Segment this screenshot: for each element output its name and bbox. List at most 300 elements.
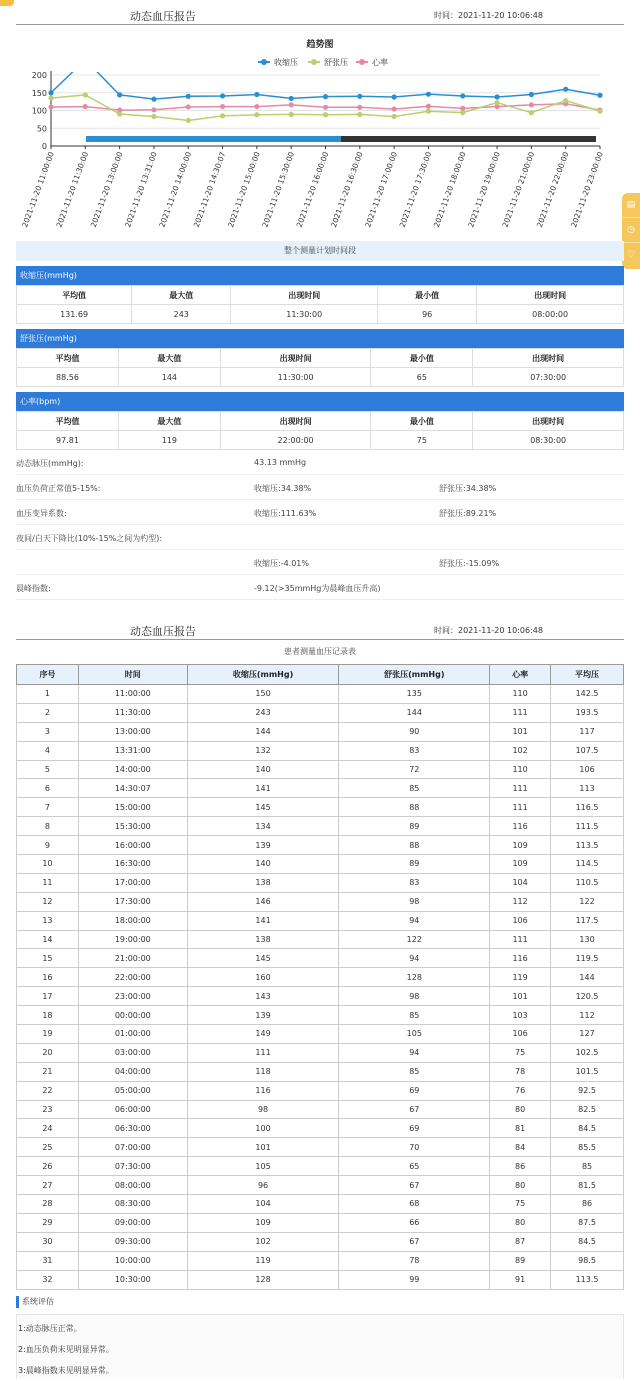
evaluation-box xyxy=(16,1314,624,1379)
data-point xyxy=(529,110,534,115)
cell-time: 11:30:00 xyxy=(78,703,187,722)
cell-diastolic: 98 xyxy=(339,987,490,1006)
cell-mean-pressure: 85.5 xyxy=(551,1138,624,1157)
cell-heart-rate: 84 xyxy=(490,1138,551,1157)
header-heart-rate: 心率 xyxy=(490,665,551,685)
data-point xyxy=(357,112,362,117)
table-row xyxy=(17,1043,624,1062)
cell-heart-rate: 101 xyxy=(490,987,551,1006)
trend-chart xyxy=(0,30,640,242)
x-tick-label: 2021-11-20 13:31:00 xyxy=(123,150,159,229)
x-tick-label: 2021-11-20 21:00:00 xyxy=(500,150,537,229)
cell-index: 3 xyxy=(17,722,79,741)
cell-systolic: 141 xyxy=(187,911,339,930)
cell-time: 13:31:00 xyxy=(78,741,187,760)
table-row xyxy=(17,798,624,817)
value-max-time: 11:30:00 xyxy=(231,305,378,324)
clock-icon[interactable]: ◷ xyxy=(622,218,640,243)
cell-time: 15:30:00 xyxy=(78,817,187,836)
cell-heart-rate: 106 xyxy=(490,1025,551,1044)
cell-time: 09:00:00 xyxy=(78,1213,187,1232)
legend-marker xyxy=(311,59,317,65)
header-time: 时间 xyxy=(78,665,187,685)
info-value-systolic: 收缩压:34.38% xyxy=(254,484,312,493)
cell-index: 12 xyxy=(17,892,79,911)
cell-heart-rate: 91 xyxy=(490,1270,551,1289)
data-point xyxy=(254,112,259,117)
cell-mean-pressure: 142.5 xyxy=(551,685,624,704)
records-table xyxy=(16,664,624,1290)
header-max: 最大值 xyxy=(118,412,220,431)
cell-heart-rate: 110 xyxy=(490,760,551,779)
cell-index: 22 xyxy=(17,1081,79,1100)
info-label: 夜间/白天下降比(10%-15%之间为杓型): xyxy=(16,534,163,543)
table-row xyxy=(17,1232,624,1251)
cell-heart-rate: 76 xyxy=(490,1081,551,1100)
table-row xyxy=(17,1100,624,1119)
cell-time: 08:30:00 xyxy=(78,1195,187,1214)
heart-icon[interactable]: ♡ xyxy=(626,250,636,260)
cell-mean-pressure: 86 xyxy=(551,1195,624,1214)
stats-table xyxy=(16,285,624,324)
cell-diastolic: 144 xyxy=(339,703,490,722)
cell-mean-pressure: 120.5 xyxy=(551,987,624,1006)
cell-diastolic: 88 xyxy=(339,836,490,855)
cell-heart-rate: 101 xyxy=(490,722,551,741)
table-row xyxy=(17,930,624,949)
cell-time: 00:00:00 xyxy=(78,1006,187,1025)
data-point xyxy=(597,109,602,114)
cell-index: 8 xyxy=(17,817,79,836)
cell-time: 19:00:00 xyxy=(78,930,187,949)
data-point xyxy=(392,114,397,119)
cell-heart-rate: 112 xyxy=(490,892,551,911)
cell-systolic: 128 xyxy=(187,1270,339,1289)
table-row xyxy=(17,855,624,874)
table-row xyxy=(17,1157,624,1176)
info-dip-values xyxy=(16,550,624,575)
legend-label: 收缩压 xyxy=(274,58,298,67)
data-point xyxy=(48,104,53,109)
cell-index: 30 xyxy=(17,1232,79,1251)
cell-index: 17 xyxy=(17,987,79,1006)
cell-time: 13:00:00 xyxy=(78,722,187,741)
section-title: 舒张压(mmHg) xyxy=(16,329,624,348)
data-point xyxy=(254,92,259,97)
cell-heart-rate: 103 xyxy=(490,1006,551,1025)
cell-time: 04:00:00 xyxy=(78,1062,187,1081)
cell-time: 08:00:00 xyxy=(78,1176,187,1195)
header-time: 出现时间 xyxy=(231,286,378,305)
y-tick-label: 50 xyxy=(36,124,47,134)
cell-heart-rate: 87 xyxy=(490,1232,551,1251)
cell-diastolic: 85 xyxy=(339,1006,490,1025)
cell-systolic: 109 xyxy=(187,1213,339,1232)
cell-mean-pressure: 110.5 xyxy=(551,873,624,892)
cell-heart-rate: 86 xyxy=(490,1157,551,1176)
cell-heart-rate: 81 xyxy=(490,1119,551,1138)
data-point xyxy=(151,107,156,112)
data-point xyxy=(323,105,328,110)
cell-systolic: 134 xyxy=(187,817,339,836)
value-max: 243 xyxy=(132,305,231,324)
table-row xyxy=(17,1270,624,1289)
table-row xyxy=(17,892,624,911)
x-tick-label: 2021-11-20 19:00:00 xyxy=(466,150,502,229)
data-point xyxy=(460,93,465,98)
cell-heart-rate: 116 xyxy=(490,949,551,968)
cell-index: 29 xyxy=(17,1213,79,1232)
cell-mean-pressure: 112 xyxy=(551,1006,624,1025)
cell-index: 20 xyxy=(17,1043,79,1062)
cell-heart-rate: 109 xyxy=(490,836,551,855)
table-row xyxy=(17,836,624,855)
x-tick-label: 2021-11-20 13:00:00 xyxy=(88,150,125,229)
header-time: 出现时间 xyxy=(477,286,624,305)
cell-time: 05:00:00 xyxy=(78,1081,187,1100)
x-tick-label: 2021-11-20 15:30:00 xyxy=(260,150,297,229)
cell-time: 17:00:00 xyxy=(78,873,187,892)
header-time: 出现时间 xyxy=(473,412,624,431)
cell-diastolic: 128 xyxy=(339,968,490,987)
cell-systolic: 118 xyxy=(187,1062,339,1081)
cell-heart-rate: 111 xyxy=(490,798,551,817)
chart-title: 趋势图 xyxy=(306,40,334,50)
table-row xyxy=(17,685,624,704)
value-min: 96 xyxy=(378,305,477,324)
legend-marker xyxy=(261,59,267,65)
cell-diastolic: 67 xyxy=(339,1176,490,1195)
value-min-time: 07:30:00 xyxy=(473,368,624,387)
info-value-diastolic: 舒张压:-15.09% xyxy=(439,559,500,568)
cell-index: 23 xyxy=(17,1100,79,1119)
cell-index: 15 xyxy=(17,949,79,968)
report-header-page-2 xyxy=(16,618,624,640)
corner-tab xyxy=(0,0,14,6)
cell-diastolic: 90 xyxy=(339,722,490,741)
evaluation-item: 1:动态脉压正常。 xyxy=(18,1324,82,1333)
cell-mean-pressure: 113.5 xyxy=(551,1270,624,1289)
cell-time: 18:00:00 xyxy=(78,911,187,930)
cell-index: 24 xyxy=(17,1119,79,1138)
data-point xyxy=(83,57,88,62)
cell-systolic: 140 xyxy=(187,855,339,874)
data-point xyxy=(323,112,328,117)
data-point xyxy=(357,105,362,110)
cell-systolic: 119 xyxy=(187,1251,339,1270)
cell-index: 19 xyxy=(17,1025,79,1044)
info-label: 动态脉压(mmHg): xyxy=(16,459,84,468)
stats-table xyxy=(16,348,624,387)
value-avg: 88.56 xyxy=(17,368,119,387)
cell-systolic: 100 xyxy=(187,1119,339,1138)
table-row xyxy=(17,1251,624,1270)
x-tick-label: 2021-11-20 15:00:00 xyxy=(226,150,262,229)
header-avg: 平均值 xyxy=(17,349,119,368)
data-point xyxy=(494,94,499,99)
header-min: 最小值 xyxy=(378,286,477,305)
x-tick-label: 2021-11-20 11:00:00 xyxy=(20,150,56,229)
info-value-systolic: 收缩压:-4.01% xyxy=(254,559,309,568)
data-point xyxy=(494,100,499,105)
table-row xyxy=(17,1006,624,1025)
cell-diastolic: 83 xyxy=(339,741,490,760)
data-point xyxy=(426,104,431,109)
cell-time: 10:30:00 xyxy=(78,1270,187,1289)
cell-time: 16:00:00 xyxy=(78,836,187,855)
x-tick-label: 2021-11-20 18:00:00 xyxy=(431,150,468,229)
cell-time: 21:00:00 xyxy=(78,949,187,968)
cell-index: 11 xyxy=(17,873,79,892)
cell-mean-pressure: 106 xyxy=(551,760,624,779)
cell-heart-rate: 116 xyxy=(490,817,551,836)
cell-systolic: 111 xyxy=(187,1043,339,1062)
cell-time: 17:30:00 xyxy=(78,892,187,911)
info-label: 晨峰指数: xyxy=(16,584,51,593)
report-header xyxy=(16,3,624,25)
cell-mean-pressure: 193.5 xyxy=(551,703,624,722)
data-point xyxy=(151,97,156,102)
info-value-diastolic: 舒张压:34.38% xyxy=(439,484,497,493)
section-diastolic xyxy=(16,329,624,387)
header-systolic: 收缩压(mmHg) xyxy=(187,665,339,685)
cell-index: 25 xyxy=(17,1138,79,1157)
cell-index: 31 xyxy=(17,1251,79,1270)
cell-mean-pressure: 92.5 xyxy=(551,1081,624,1100)
cell-systolic: 96 xyxy=(187,1176,339,1195)
cell-index: 4 xyxy=(17,741,79,760)
cell-systolic: 143 xyxy=(187,987,339,1006)
info-morning-surge xyxy=(16,575,624,600)
cell-index: 21 xyxy=(17,1062,79,1081)
cell-diastolic: 98 xyxy=(339,892,490,911)
cell-systolic: 243 xyxy=(187,703,339,722)
cell-time: 22:00:00 xyxy=(78,968,187,987)
cell-heart-rate: 111 xyxy=(490,779,551,798)
x-tick-label: 2021-11-20 17:30:00 xyxy=(397,150,434,229)
zoom-slider-fill xyxy=(86,136,341,142)
stats-table xyxy=(16,411,624,450)
cell-index: 16 xyxy=(17,968,79,987)
cell-systolic: 144 xyxy=(187,722,339,741)
cell-systolic: 146 xyxy=(187,892,339,911)
x-tick-label: 2021-11-20 14:30:07 xyxy=(191,150,228,229)
table-row xyxy=(17,968,624,987)
cell-time: 14:00:00 xyxy=(78,760,187,779)
cell-heart-rate: 78 xyxy=(490,1062,551,1081)
cell-index: 28 xyxy=(17,1195,79,1214)
data-point xyxy=(186,118,191,123)
data-point xyxy=(289,102,294,107)
header-time: 出现时间 xyxy=(220,412,371,431)
data-point xyxy=(392,106,397,111)
cell-index: 10 xyxy=(17,855,79,874)
cell-mean-pressure: 122 xyxy=(551,892,624,911)
cell-systolic: 150 xyxy=(187,685,339,704)
legend-marker xyxy=(359,59,365,65)
data-point xyxy=(426,92,431,97)
table-row xyxy=(17,760,624,779)
cell-heart-rate: 119 xyxy=(490,968,551,987)
evaluation-item: 2:血压负荷未见明显异常。 xyxy=(18,1345,114,1354)
cell-time: 03:00:00 xyxy=(78,1043,187,1062)
cell-mean-pressure: 84.5 xyxy=(551,1119,624,1138)
y-tick-label: 0 xyxy=(41,142,47,151)
cell-index: 2 xyxy=(17,703,79,722)
cell-mean-pressure: 144 xyxy=(551,968,624,987)
cell-mean-pressure: 127 xyxy=(551,1025,624,1044)
cell-diastolic: 89 xyxy=(339,817,490,836)
info-value: -9.12(>35mmHg为晨峰血压升高) xyxy=(254,584,381,593)
info-bp-load xyxy=(16,475,624,500)
header-index: 序号 xyxy=(17,665,79,685)
cell-diastolic: 122 xyxy=(339,930,490,949)
cell-diastolic: 65 xyxy=(339,1157,490,1176)
cell-index: 26 xyxy=(17,1157,79,1176)
cell-systolic: 141 xyxy=(187,779,339,798)
cell-time: 06:30:00 xyxy=(78,1119,187,1138)
cell-mean-pressure: 117 xyxy=(551,722,624,741)
value-min-time: 08:30:00 xyxy=(473,431,624,450)
cell-heart-rate: 80 xyxy=(490,1213,551,1232)
data-point xyxy=(186,94,191,99)
value-max: 144 xyxy=(118,368,220,387)
header-avg: 平均值 xyxy=(17,412,119,431)
cell-diastolic: 94 xyxy=(339,911,490,930)
cell-diastolic: 105 xyxy=(339,1025,490,1044)
cell-time: 01:00:00 xyxy=(78,1025,187,1044)
cell-mean-pressure: 111.5 xyxy=(551,817,624,836)
side-toolbar xyxy=(622,193,640,269)
cell-diastolic: 66 xyxy=(339,1213,490,1232)
table-row xyxy=(17,949,624,968)
x-tick-label: 2021-11-20 22:00:00 xyxy=(534,150,571,229)
info-value: 43.13 mmHg xyxy=(254,458,307,467)
legend-label: 舒张压 xyxy=(324,58,348,67)
report-title: 动态血压报告 xyxy=(130,625,196,638)
header-time: 出现时间 xyxy=(220,349,371,368)
data-point xyxy=(83,104,88,109)
data-point xyxy=(529,102,534,107)
data-point xyxy=(117,92,122,97)
cell-heart-rate: 106 xyxy=(490,911,551,930)
data-point xyxy=(83,92,88,97)
cell-diastolic: 85 xyxy=(339,779,490,798)
data-point xyxy=(151,114,156,119)
header-time: 出现时间 xyxy=(473,349,624,368)
table-row xyxy=(17,1062,624,1081)
value-min-time: 08:00:00 xyxy=(477,305,624,324)
cell-time: 07:00:00 xyxy=(78,1138,187,1157)
cell-systolic: 139 xyxy=(187,1006,339,1025)
section-heart-rate xyxy=(16,392,624,450)
cell-diastolic: 72 xyxy=(339,760,490,779)
value-max-time: 22:00:00 xyxy=(220,431,371,450)
cell-mean-pressure: 113.5 xyxy=(551,836,624,855)
header-mean-pressure: 平均压 xyxy=(551,665,624,685)
cell-systolic: 145 xyxy=(187,949,339,968)
table-row xyxy=(17,1138,624,1157)
cell-heart-rate: 89 xyxy=(490,1251,551,1270)
cell-systolic: 145 xyxy=(187,798,339,817)
info-label: 血压负荷正常值5-15%: xyxy=(16,484,101,493)
calendar-icon[interactable]: ▤ xyxy=(622,193,640,218)
data-point xyxy=(186,104,191,109)
cell-time: 11:00:00 xyxy=(78,685,187,704)
data-point xyxy=(48,90,53,95)
table-row xyxy=(17,873,624,892)
info-label: 血压变异系数: xyxy=(16,509,67,518)
cell-mean-pressure: 85 xyxy=(551,1157,624,1176)
cell-index: 18 xyxy=(17,1006,79,1025)
data-point xyxy=(323,94,328,99)
cell-time: 16:30:00 xyxy=(78,855,187,874)
cell-diastolic: 94 xyxy=(339,1043,490,1062)
header-diastolic: 舒张压(mmHg) xyxy=(339,665,490,685)
data-point xyxy=(220,113,225,118)
info-variation xyxy=(16,500,624,525)
cell-systolic: 101 xyxy=(187,1138,339,1157)
cell-heart-rate: 80 xyxy=(490,1176,551,1195)
data-point xyxy=(426,109,431,114)
table-row xyxy=(17,1025,624,1044)
cell-time: 09:30:00 xyxy=(78,1232,187,1251)
x-tick-label: 2021-11-20 23:00:00 xyxy=(569,150,605,229)
data-point xyxy=(597,93,602,98)
cell-mean-pressure: 114.5 xyxy=(551,855,624,874)
cell-heart-rate: 102 xyxy=(490,741,551,760)
info-dip-label-row xyxy=(16,525,624,550)
cell-systolic: 160 xyxy=(187,968,339,987)
cell-heart-rate: 104 xyxy=(490,873,551,892)
y-tick-label: 150 xyxy=(31,88,47,98)
cell-heart-rate: 109 xyxy=(490,855,551,874)
x-tick-label: 2021-11-20 16:30:00 xyxy=(328,150,365,229)
cell-mean-pressure: 84.5 xyxy=(551,1232,624,1251)
cell-index: 27 xyxy=(17,1176,79,1195)
plan-period-label: 整个测量计划时间段 xyxy=(16,241,624,261)
data-point xyxy=(357,94,362,99)
cell-diastolic: 69 xyxy=(339,1119,490,1138)
table-row xyxy=(17,1195,624,1214)
header-max: 最大值 xyxy=(118,349,220,368)
cell-systolic: 98 xyxy=(187,1100,339,1119)
data-point xyxy=(117,111,122,116)
table-row xyxy=(17,1213,624,1232)
cell-time: 10:00:00 xyxy=(78,1251,187,1270)
cell-mean-pressure: 87.5 xyxy=(551,1213,624,1232)
section-title: 心率(bpm) xyxy=(16,392,624,411)
records-title: 患者测量血压记录表 xyxy=(284,647,356,656)
cell-time: 15:00:00 xyxy=(78,798,187,817)
cell-mean-pressure: 117.5 xyxy=(551,911,624,930)
cell-diastolic: 70 xyxy=(339,1138,490,1157)
section-systolic xyxy=(16,266,624,324)
data-point xyxy=(529,92,534,97)
cell-index: 5 xyxy=(17,760,79,779)
table-row xyxy=(17,817,624,836)
data-point xyxy=(220,104,225,109)
cell-mean-pressure: 98.5 xyxy=(551,1251,624,1270)
value-max-time: 11:30:00 xyxy=(220,368,371,387)
data-point xyxy=(563,87,568,92)
report-time: 时间：2021-11-20 10:06:48 xyxy=(434,626,543,635)
header-max: 最大值 xyxy=(132,286,231,305)
evaluation-item: 3:晨峰指数未见明显异常。 xyxy=(18,1366,114,1375)
data-point xyxy=(220,93,225,98)
cell-systolic: 140 xyxy=(187,760,339,779)
cell-heart-rate: 111 xyxy=(490,930,551,949)
